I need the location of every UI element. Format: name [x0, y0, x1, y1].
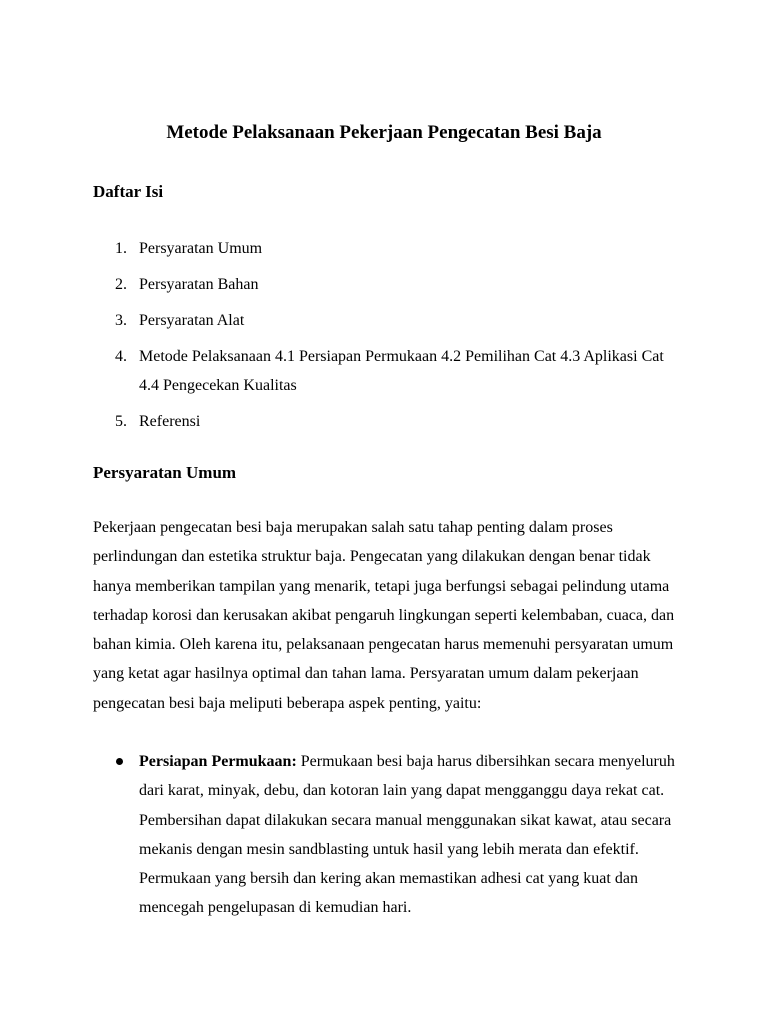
section-paragraph: Pekerjaan pengecatan besi baja merupakan salah satu tahap penting dalam proses perlindungan dan estetika struktur baja. Pengecatan yang dilakukan dengan benar tidak hanya memberikan tampilan yang menarik, tetapi juga berfungsi sebagai pelindung utama terhadap korosi dan kerusakan akibat pengaruh lingkungan seperti kelembaban, cuaca, dan bahan kimia. Oleh karena itu, pelaksanaan pengecatan harus memenuhi persyaratan umum yang ketat agar hasilnya optimal dan tahan lama. Persyaratan umum dalam pekerjaan pengecatan besi baja meliputi beberapa aspek penting, yaitu:	[93, 519, 675, 712]
toc-item	[93, 306, 683, 335]
toc-item	[93, 234, 683, 263]
document-title: Metode Pelaksanaan Pekerjaan Pengecatan Besi Baja	[166, 122, 602, 143]
list-item-term: Persiapan Permukaan:	[139, 753, 297, 770]
toc-item-number: 3.	[115, 312, 127, 329]
toc-item-number: 1.	[115, 240, 127, 257]
toc-item-number: 2.	[115, 276, 127, 293]
list-item-text: Permukaan besi baja harus dibersihkan secara menyeluruh dari karat, minyak, debu, dan kotoran lain yang dapat mengganggu daya rekat cat. Pembersihan dapat dilakukan secara manual menggunakan sikat kawat, atau secara mekanis dengan mesin sandblasting untuk hasil yang lebih merata dan efektif. Permukaan yang bersih dan kering akan memastikan adhesi cat yang kuat dan mencegah pengelupasan di kemudian hari.	[139, 753, 675, 917]
section-heading: Persyaratan Umum	[93, 463, 237, 482]
toc-item-number: 4.	[115, 348, 127, 365]
requirements-list	[93, 747, 683, 923]
toc-heading: Daftar Isi	[93, 182, 164, 201]
toc-item-label: Persyaratan Umum	[139, 240, 263, 257]
toc-item	[93, 270, 683, 299]
list-item	[93, 747, 683, 923]
toc-item-label: Persyaratan Alat	[139, 312, 245, 329]
toc-item-label: Metode Pelaksanaan 4.1 Persiapan Permukaan 4.2 Pemilihan Cat 4.3 Aplikasi Cat 4.4 Pengecekan Kualitas	[139, 348, 664, 394]
bullet-icon	[116, 758, 123, 765]
toc-item	[93, 407, 683, 436]
toc-item-label: Persyaratan Bahan	[139, 276, 259, 293]
toc-item	[93, 342, 683, 400]
toc-item-number: 5.	[115, 413, 127, 430]
table-of-contents	[93, 234, 683, 443]
toc-item-label: Referensi	[139, 413, 201, 430]
